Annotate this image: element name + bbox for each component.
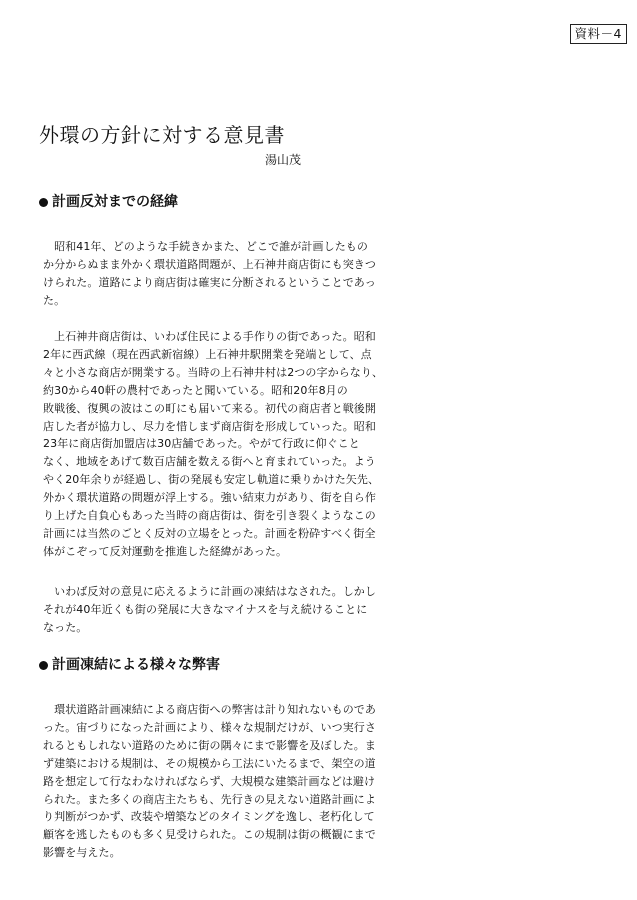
text-line: なった。 <box>43 620 88 634</box>
paragraph <box>43 328 443 561</box>
text-line: れるともしれない道路のために街の隅々にまで影響を及ぼした。ま <box>43 738 376 752</box>
text-line: 2年に西武線（現在西武新宿線）上石神井駅開業を発端として、点 <box>43 347 372 361</box>
text-line: 顧客を逃したものも多く見受けられた。この規制は街の概観にまで <box>43 828 376 842</box>
text-line: 約30から40軒の農村であったと聞いている。昭和20年8月の <box>43 383 348 397</box>
text-line: けられた。道路により商店街は確実に分断されるということであっ <box>43 275 376 289</box>
bullet-icon <box>39 661 48 670</box>
text-line: 上石神井商店街は、いわば住民による手作りの街であった。昭和 <box>43 330 376 343</box>
text-line: いわば反対の意見に応えるように計画の凍結はなされた。しかし <box>43 585 376 598</box>
text-line: 外かく環状道路の問題が浮上する。強い結束力があり、街を自ら作 <box>43 491 376 505</box>
section-heading-text: 計画反対までの経緯 <box>52 194 178 210</box>
text-line: た。 <box>43 293 66 307</box>
reference-label: 資料－4 <box>570 24 627 44</box>
text-line: 体がこぞって反対運動を推進した経緯があった。 <box>43 544 288 558</box>
text-line: 23年に商店街加盟店は30店舗であった。やがて行政に仰ぐこと <box>43 437 360 451</box>
text-line: か分からぬまま外かく環状道路問題が、上石神井商店街にも突きつ <box>43 257 376 271</box>
section-heading-background <box>39 193 178 211</box>
text-line: 昭和41年、どのような手続きかまた、どこで誰が計画したもの <box>43 240 368 253</box>
section-heading-text: 計画凍結による様々な弊害 <box>52 657 220 673</box>
section-heading-impacts <box>39 656 220 674</box>
text-line: 影響を与えた。 <box>43 846 121 860</box>
text-line: 店した者が協力し、尽力を惜しまず商店街を形成していった。昭和 <box>43 419 376 433</box>
text-line: った。宙づりになった計画により、様々な規制だけが、いつ実行さ <box>43 720 376 734</box>
text-line: り上げた自負心もあった当時の商店街は、街を引き裂くようなこの <box>43 509 376 523</box>
text-line: られた。また多くの商店主たちも、先行きの見えない道路計画によ <box>43 792 376 806</box>
text-line: 路を想定して行なわなければならず、大規模な建築計画などは避け <box>43 774 376 788</box>
text-line: 敗戦後、復興の波はこの町にも届いて来る。初代の商店者と戦後開 <box>43 401 376 415</box>
paragraph <box>43 701 443 862</box>
text-line: り判断がつかず、改装や増築などのタイミングを逸し、老朽化して <box>43 810 375 824</box>
text-line: 環状道路計画凍結による商店街への弊害は計り知れないものであ <box>43 703 376 716</box>
author-name: 湯山茂 <box>265 153 302 167</box>
text-line: なく、地域をあげて数百店舗を数える街へと育まれていった。よう <box>43 455 376 469</box>
paragraph <box>43 238 443 310</box>
text-line: やく20年余りが経過し、街の発展も安定し軌道に乗りかけた矢先、 <box>43 473 380 487</box>
document-title: 外環の方針に対する意見書 <box>39 123 285 147</box>
text-line: ず建築における規制は、その規模から工法にいたるまで、架空の道 <box>43 756 376 770</box>
bullet-icon <box>39 198 48 207</box>
paragraph <box>43 583 443 637</box>
text-line: 々と小さな商店が開業する。当時の上石神井村は2つの字からなり、 <box>43 365 384 379</box>
text-line: 計画には当然のごとく反対の立場をとった。計画を粉砕すべく街全 <box>43 526 376 540</box>
text-line: それが40年近くも街の発展に大きなマイナスを与え続けることに <box>43 602 368 616</box>
